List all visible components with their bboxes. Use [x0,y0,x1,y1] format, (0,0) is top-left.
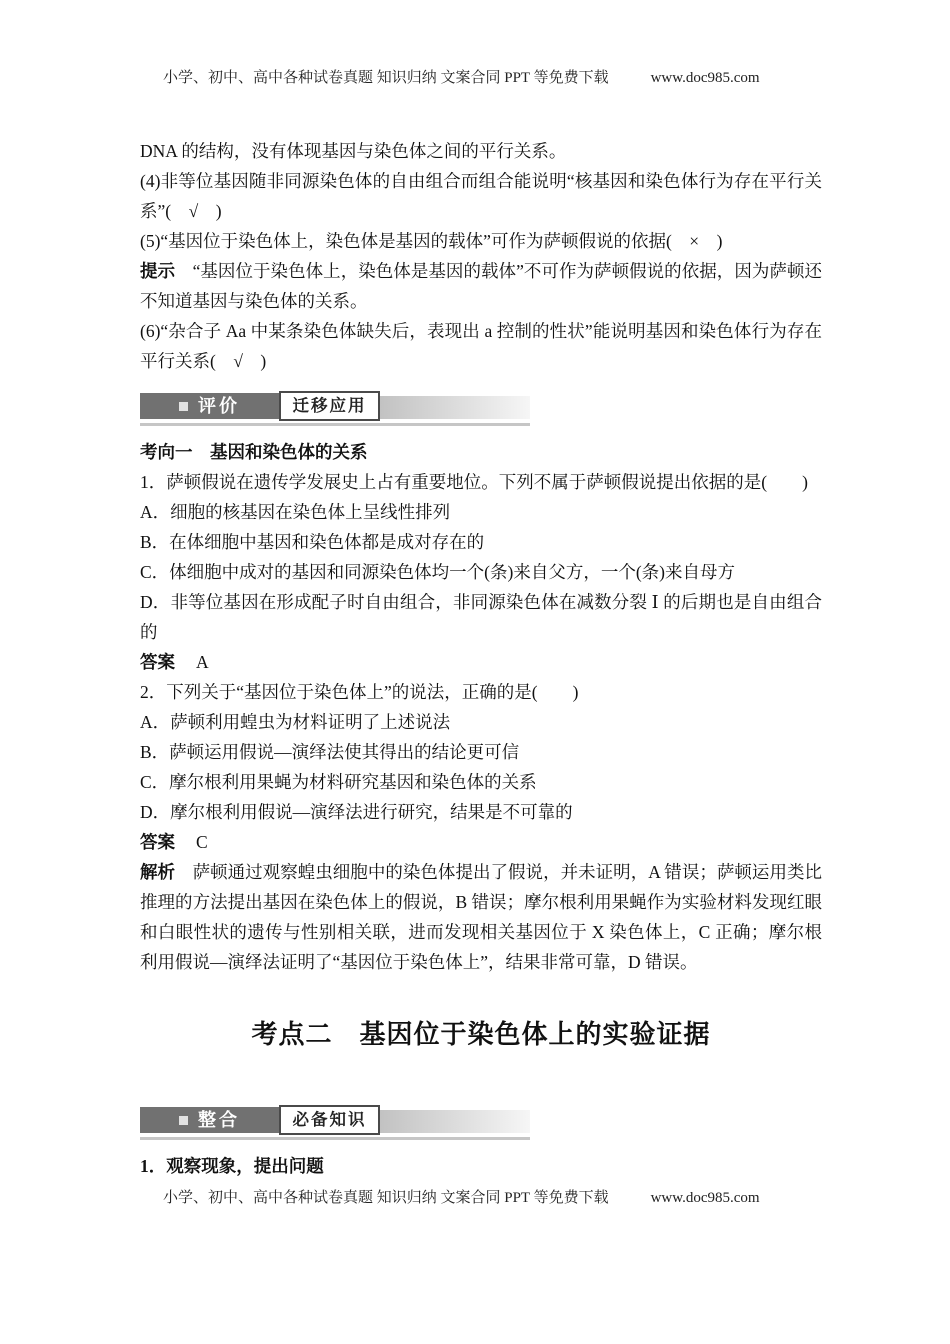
question2-option-d: D．摩尔根利用假说—演绎法进行研究，结果是不可靠的 [140,802,573,822]
page-header [163,66,823,87]
paragraph-dna-structure: DNA 的结构，没有体现基因与染色体之间的平行关系。 [140,141,567,161]
banner-sub-label: 迁移应用 [279,391,380,421]
question1-answer-row [140,647,822,677]
question1-option-a: A．细胞的核基因在染色体上呈线性排列 [140,502,451,522]
paragraph-item-4: (4)非等位基因随非同源染色体的自由组合而组合能说明“核基因和染色体行为存在平行关系”( √ ) [140,171,822,221]
section-banner-integration [140,1105,822,1141]
analysis-label: 解析 [140,862,176,882]
question2-option-a: A．萨顿利用蝗虫为材料证明了上述说法 [140,712,451,732]
question2-answer-label: 答案 [140,832,175,852]
exam-direction-title: 考向一 基因和染色体的关系 [140,442,368,462]
footer-text: 小学、初中、高中各种试卷真题 知识归纳 文案合同 PPT 等免费下载 [163,1190,609,1206]
banner-tab-label: 评价 [198,396,240,416]
question2-analysis [140,857,822,977]
question1-stem: 1．萨顿假说在遗传学发展史上占有重要地位。下列不属于萨顿假说提出依据的是( ) [140,472,808,492]
question1-option-d: D．非等位基因在形成配子时自由组合，非同源染色体在减数分裂 Ⅰ 的后期也是自由组合的 [140,592,822,642]
section-banner-evaluation [140,391,822,427]
header-url-link[interactable]: www.doc985.com [650,70,760,86]
bullet-square-icon [179,402,188,411]
paragraph-item-5: (5)“基因位于染色体上，染色体是基因的载体”可作为萨顿假说的依据( × ) [140,231,723,251]
banner-gradient [380,396,530,419]
question1-answer-label: 答案 [140,652,175,672]
banner-gradient [380,1110,530,1133]
banner-sub-label: 必备知识 [279,1105,380,1135]
question2-answer-row [140,827,822,857]
header-text: 小学、初中、高中各种试卷真题 知识归纳 文案合同 PPT 等免费下载 [163,70,609,86]
bullet-square-icon [179,1116,188,1125]
question1-option-c: C．体细胞中成对的基因和同源染色体均一个(条)来自父方，一个(条)来自母方 [140,562,735,582]
footer-url-link[interactable]: www.doc985.com [650,1190,760,1206]
section-heading-kaodian2: 考点二 基因位于染色体上的实验证据 [251,1020,711,1049]
banner-tab [140,393,279,419]
question1-answer-value: A [196,652,209,672]
paragraph-item-6: (6)“杂合子 Aa 中某条染色体缺失后，表现出 a 控制的性状”能说明基因和染色体行为存在平行关系( √ ) [140,321,822,371]
hint-label: 提示 [140,261,176,281]
banner-underline [140,423,530,426]
outline-item-1: 1．观察现象，提出问题 [140,1156,324,1176]
banner-tab-label: 整合 [198,1110,240,1130]
page-content [140,136,822,1181]
question2-stem: 2．下列关于“基因位于染色体上”的说法，正确的是( ) [140,682,579,702]
page-footer [163,1186,823,1207]
banner-tab [140,1107,279,1133]
question1-option-b: B．在体细胞中基因和染色体都是成对存在的 [140,532,485,552]
question2-option-b: B．萨顿运用假说—演绎法使其得出的结论更可信 [140,742,520,762]
paragraph-hint [140,256,822,316]
hint-text: “基因位于染色体上，染色体是基因的载体”不可作为萨顿假说的依据，因为萨顿还不知道基因与染色体的关系。 [140,261,822,311]
analysis-text: 萨顿通过观察蝗虫细胞中的染色体提出了假说，并未证明，A 错误；萨顿运用类比推理的方法提出基因在染色体上的假说，B 错误；摩尔根利用果蝇作为实验材料发现红眼和白眼性状的遗传与性别相关联，进而发现相关基因位于 X 染色体上，C 正确；摩尔根利用假说—演绎法证明了“基因位于染色体上”，结果非常可靠，D 错误。 [140,862,823,972]
question2-option-c: C．摩尔根利用果蝇为材料研究基因和染色体的关系 [140,772,537,792]
question2-answer-value: C [196,832,208,852]
banner-underline [140,1137,530,1140]
